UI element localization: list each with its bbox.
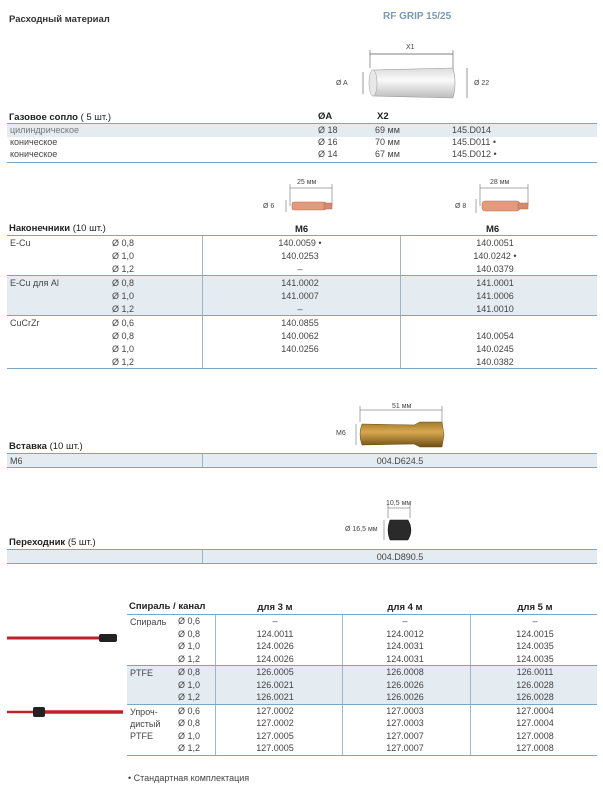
divider [127, 755, 597, 756]
tip1-len: 25 мм [297, 179, 317, 186]
insert-name: M6 [10, 456, 23, 466]
tips-diameter: Ø 0,8 [112, 331, 135, 341]
liner-section-title: Спираль / канал [129, 601, 206, 612]
liner-code: 124.0035 [516, 653, 554, 664]
tips-code-m6a: 141.0002 [281, 278, 319, 288]
liner-group-name: PTFE [130, 730, 154, 741]
adapter-code: 004.D890.5 [376, 552, 424, 562]
liner-code: 127.0007 [386, 743, 424, 753]
tips-code-m6b: 140.0054 [476, 331, 514, 341]
liner-code: 126.0028 [516, 679, 554, 690]
liner-code: 124.0031 [386, 653, 424, 664]
liner-code: 127.0004 [516, 705, 554, 716]
tips-diameter: Ø 1,2 [112, 304, 135, 314]
dim-22: Ø 22 [474, 80, 490, 87]
divider [215, 615, 216, 665]
liner-diameter: Ø 1,0 [178, 730, 201, 741]
nozzle-col-x2: X2 [377, 111, 389, 122]
divider [215, 666, 216, 704]
tips-code-m6a: 140.0059 • [278, 238, 322, 248]
liner-code: – [272, 616, 278, 626]
tips-diameter: Ø 1,2 [112, 264, 135, 274]
liner-code: 127.0002 [256, 705, 294, 716]
nozzle-code: 145.D014 [452, 125, 492, 135]
dim-a: Ø A [336, 80, 348, 87]
adapter-dia: Ø 16,5 мм [345, 526, 378, 533]
tip2-dia: Ø 8 [455, 203, 467, 210]
nozzle-section-title: Газовое сопло ( 5 шт.) [9, 112, 112, 123]
liner-code: 124.0015 [516, 628, 554, 639]
liner-code: 127.0005 [256, 730, 294, 741]
tips-col-m6a: M6 [295, 224, 309, 235]
liner-code: 126.0028 [516, 692, 554, 702]
nozzle-type: коническое [10, 137, 58, 147]
product-name: RF GRIP 15/25 [383, 11, 452, 22]
nozzle-a: Ø 16 [318, 137, 338, 147]
tips-diameter: Ø 1,0 [112, 344, 135, 354]
nozzle-code: 145.D011 • [452, 137, 497, 147]
tips-code-m6a: – [297, 264, 303, 274]
liner-col-3m: для 3 м [257, 602, 293, 613]
nozzle-code: 145.D012 • [452, 149, 497, 159]
tips-diameter: Ø 1,2 [112, 357, 135, 367]
tips-code-m6a: 140.0253 [281, 251, 319, 261]
tips-code-m6a: 141.0007 [281, 291, 319, 301]
tips-group-name: E-Cu для Al [10, 278, 59, 288]
liner-diameter: Ø 1,2 [178, 653, 201, 664]
liner-code: 126.0008 [386, 667, 424, 677]
divider [470, 666, 471, 704]
tips-diameter: Ø 0,6 [112, 318, 135, 328]
tips-code-m6b: 141.0006 [476, 291, 514, 301]
liner-group-name: PTFE [130, 668, 154, 678]
liner-code: 127.0002 [256, 718, 294, 728]
tips-code-m6b: 140.0379 [476, 264, 514, 274]
liner-diameter: Ø 1,2 [178, 743, 201, 753]
insert-section-title: Вставка (10 шт.) [9, 441, 83, 452]
liner-code: 127.0004 [516, 718, 554, 728]
tips-group-name: CuCrZr [10, 318, 40, 328]
liner-code: 126.0021 [256, 692, 294, 702]
nozzle-a: Ø 18 [318, 125, 338, 135]
tip1-dia: Ø 6 [263, 203, 275, 210]
liner-code: 124.0011 [256, 628, 294, 639]
liner-diameter: Ø 0,6 [178, 616, 201, 626]
liner-code: 124.0012 [386, 628, 424, 639]
page-title: Расходный материал [9, 14, 110, 25]
liner-code: 124.0026 [256, 653, 294, 664]
tip2-len: 28 мм [490, 179, 510, 186]
tips-code-m6b: 140.0245 [476, 344, 514, 354]
nozzle-x2: 67 мм [375, 149, 400, 159]
liner-diameter: Ø 1,0 [178, 641, 201, 651]
tips-diameter: Ø 0,8 [112, 238, 135, 248]
liner-code: 127.0008 [516, 743, 554, 753]
divider [127, 704, 597, 705]
divider [470, 615, 471, 665]
tips-code-m6b: 141.0001 [476, 278, 514, 288]
tips-code-m6a: – [297, 304, 303, 314]
nozzle-x2: 69 мм [375, 125, 400, 135]
tips-code-m6b: 140.0051 [476, 238, 514, 248]
liner-code: – [402, 616, 408, 626]
nozzle-type: цилиндрическое [10, 125, 79, 135]
liner-diameter: Ø 0,8 [178, 718, 201, 728]
tips-col-m6b: M6 [486, 224, 500, 235]
footnote: • Стандартная комплектация [128, 773, 250, 783]
liner-code: 126.0021 [256, 679, 294, 690]
insert-len: 51 мм [392, 403, 412, 410]
divider [342, 666, 343, 704]
liner-col-4m: для 4 м [387, 602, 423, 613]
tips-diameter: Ø 0,8 [112, 278, 135, 288]
divider [342, 615, 343, 665]
liner-diameter: Ø 0,6 [178, 705, 201, 716]
tips-code-m6b: 140.0242 • [473, 251, 517, 261]
tips-code-m6b: 140.0382 [476, 357, 514, 367]
insert-dia: M6 [336, 430, 346, 437]
tips-diameter: Ø 1,0 [112, 251, 135, 261]
liner-col-5m: для 5 м [517, 602, 553, 613]
divider [342, 705, 343, 755]
tips-diameter: Ø 1,0 [112, 291, 135, 301]
liner-group-name: дистый [130, 718, 161, 729]
adapter-len: 10,5 мм [386, 500, 412, 507]
nozzle-a: Ø 14 [318, 149, 338, 159]
liner-code: 127.0003 [386, 718, 424, 728]
liner-code: 126.0011 [516, 667, 554, 677]
divider [215, 705, 216, 755]
insert-code: 004.D624.5 [376, 456, 424, 466]
liner-diameter: Ø 0,8 [178, 628, 201, 639]
tips-code-m6a: 140.0062 [281, 331, 319, 341]
liner-code: 124.0026 [256, 641, 294, 651]
tips-code-m6a: 140.0855 [281, 318, 319, 328]
liner-code: 127.0008 [516, 730, 554, 741]
liner-code: 127.0005 [256, 743, 294, 753]
liner-code: 124.0035 [516, 641, 554, 651]
liner-group-name: Упроч- [130, 706, 158, 717]
liner-diameter: Ø 1,2 [178, 692, 201, 702]
liner-code: – [532, 616, 538, 626]
liner-diameter: Ø 0,8 [178, 667, 201, 677]
tips-group-name: E-Cu [10, 238, 31, 248]
liner-code: 127.0003 [386, 705, 424, 716]
tips-code-m6b: 141.0010 [476, 304, 514, 314]
liner-code: 126.0026 [386, 692, 424, 702]
nozzle-x2: 70 мм [375, 137, 400, 147]
liner-code: 124.0031 [386, 641, 424, 651]
liner-group-name: Спираль [130, 617, 167, 627]
liner-code: 127.0007 [386, 730, 424, 741]
adapter-section-title: Переходник (5 шт.) [9, 537, 96, 548]
tips-code-m6a: 140.0256 [281, 344, 319, 354]
tips-section-title: Наконечники (10 шт.) [9, 223, 106, 234]
dim-x1: X1 [406, 44, 415, 51]
liner-diameter: Ø 1,0 [178, 679, 201, 690]
liner-code: 126.0005 [256, 667, 294, 677]
nozzle-type: коническое [10, 149, 58, 159]
liner-code: 126.0026 [386, 679, 424, 690]
nozzle-col-a: ØA [318, 111, 333, 122]
divider [470, 705, 471, 755]
